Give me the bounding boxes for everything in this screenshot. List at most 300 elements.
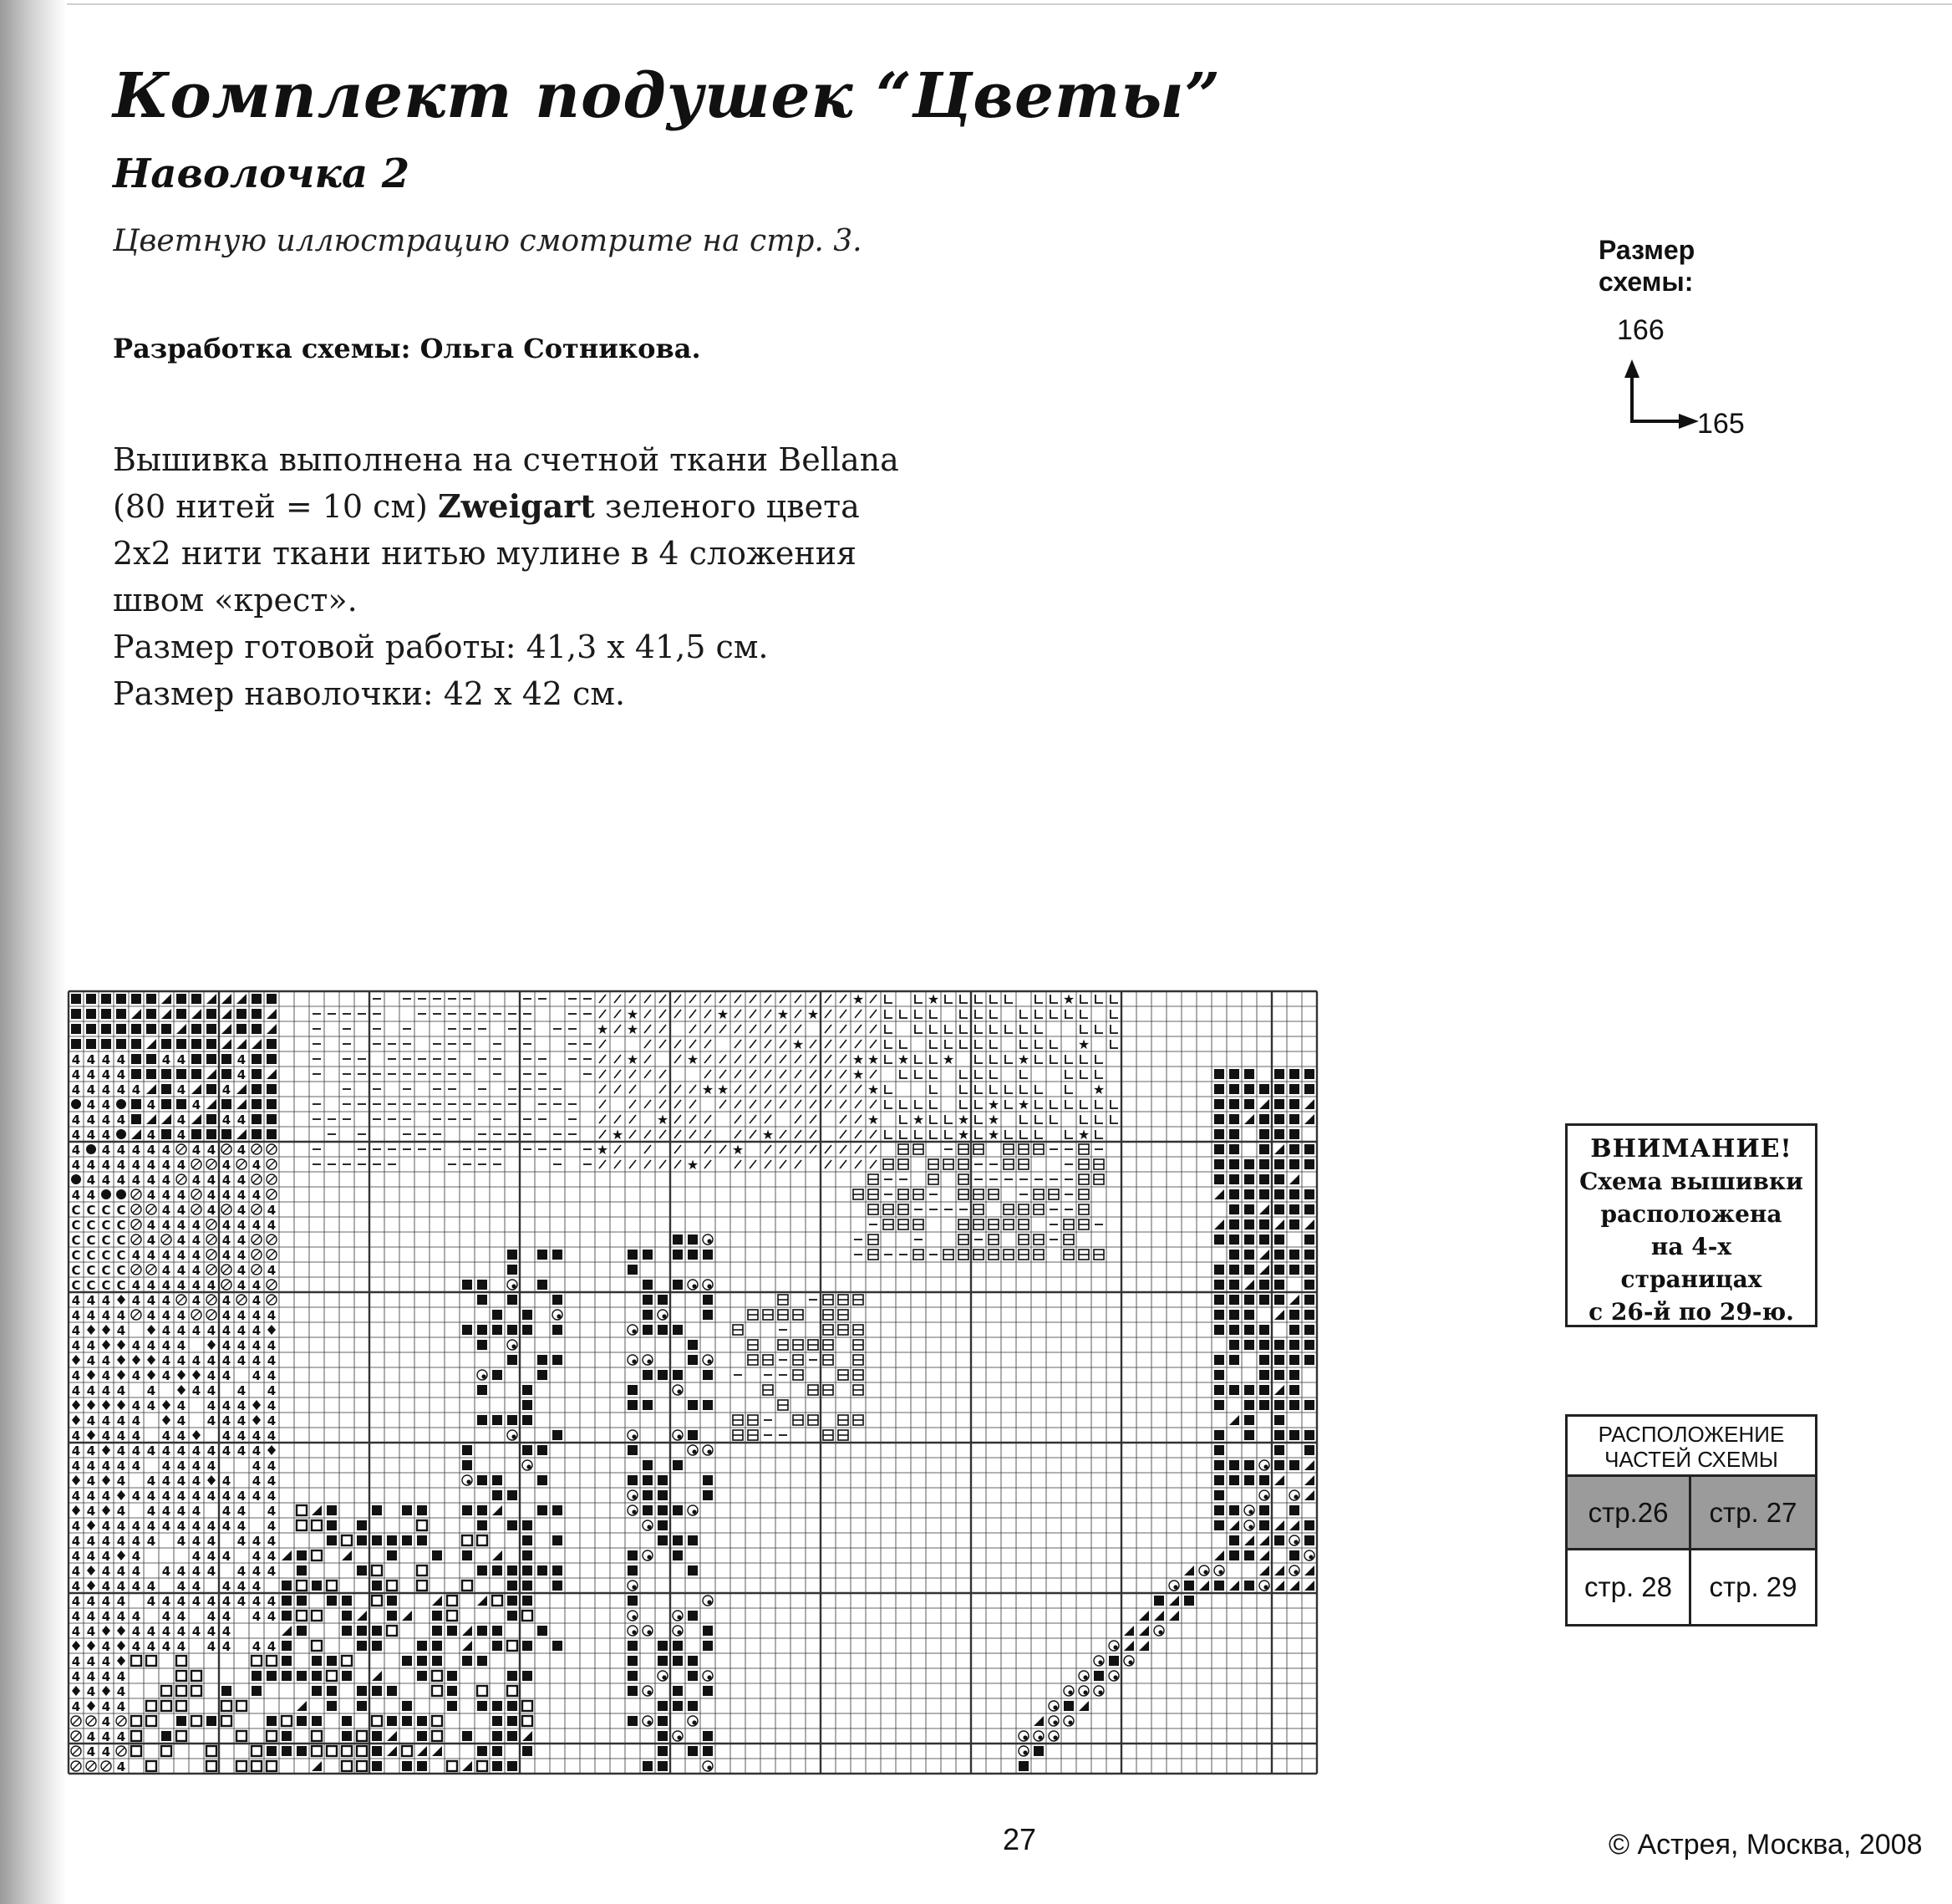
- stitch-symbol: C: [86, 1248, 96, 1263]
- stitch-symbol: 4: [71, 1654, 81, 1669]
- stitch-symbol: C: [71, 1263, 81, 1278]
- stitch-symbol: [432, 1716, 442, 1726]
- stitch-symbol: [1274, 1415, 1284, 1425]
- stitch-symbol: [1128, 1660, 1132, 1664]
- stitch-symbol: [1035, 1085, 1043, 1093]
- stitch-symbol: [252, 1084, 262, 1094]
- stitch-symbol: [840, 1100, 846, 1108]
- stitch-symbol: [342, 1626, 352, 1636]
- stitch-symbol: [658, 1475, 668, 1485]
- stitch-symbol: 4: [71, 1534, 81, 1549]
- stitch-symbol: C: [101, 1218, 111, 1233]
- stitch-symbol: [148, 1266, 155, 1273]
- stitch-symbol: [628, 1550, 638, 1560]
- stitch-symbol: [1244, 1084, 1254, 1094]
- stitch-symbol: [492, 1626, 502, 1636]
- stitch-symbol: [1229, 1265, 1239, 1275]
- stitch-symbol: [915, 1070, 923, 1078]
- stitch-symbol: [960, 1025, 968, 1033]
- stitch-symbol: 4: [236, 1398, 247, 1413]
- stitch-symbol: [297, 1746, 307, 1756]
- stitch-symbol: [1184, 1565, 1194, 1576]
- stitch-symbol: 4: [71, 1052, 81, 1067]
- stitch-symbol: [750, 1100, 756, 1108]
- stitch-symbol: [707, 1449, 711, 1453]
- stitch-symbol: [1050, 1010, 1058, 1018]
- stitch-symbol: [206, 1054, 216, 1064]
- stitch-symbol: [825, 1055, 831, 1063]
- attention-line: Схема вышивки: [1579, 1168, 1803, 1195]
- stitch-symbol: [507, 1565, 517, 1576]
- stitch-symbol: [632, 1615, 636, 1619]
- stitch-symbol: 4: [191, 1218, 201, 1233]
- stitch-symbol: [282, 1611, 292, 1621]
- stitch-symbol: 4: [191, 1173, 201, 1188]
- stitch-symbol: [673, 1430, 683, 1440]
- stitch-symbol: [855, 1085, 862, 1093]
- stitch-symbol: [870, 1160, 877, 1168]
- stitch-symbol: 4: [116, 1443, 126, 1459]
- stitch-symbol: [658, 1656, 668, 1666]
- stitch-symbol: 4: [86, 1443, 96, 1459]
- stitch-symbol: ★: [957, 1127, 970, 1143]
- stitch-symbol: [1263, 1585, 1268, 1589]
- stitch-symbol: 4: [86, 1188, 96, 1203]
- stitch-symbol: [312, 1731, 322, 1741]
- stitch-symbol: [462, 1475, 472, 1485]
- stitch-symbol: [1289, 1069, 1299, 1079]
- stitch-symbol: [206, 994, 216, 1004]
- stitch-symbol: 4: [221, 1624, 231, 1639]
- stitch-symbol: [147, 1370, 155, 1380]
- stitch-symbol: [673, 1611, 683, 1621]
- stitch-symbol: C: [116, 1263, 126, 1278]
- stitch-symbol: [492, 1325, 502, 1335]
- stitch-symbol: ★: [686, 1051, 699, 1067]
- stitch-symbol: C: [86, 1278, 96, 1293]
- stitch-symbol: [191, 1686, 201, 1696]
- stitch-symbol: [644, 1160, 651, 1168]
- stitch-symbol: [312, 1550, 322, 1560]
- stitch-symbol: 4: [101, 1067, 111, 1082]
- stitch-symbol: [810, 1100, 816, 1108]
- stitch-symbol: [643, 1295, 653, 1305]
- stitch-symbol: [507, 1641, 517, 1651]
- stitch-symbol: [658, 1535, 668, 1545]
- stitch-symbol: 4: [267, 1639, 277, 1654]
- stitch-symbol: [267, 1746, 277, 1756]
- stitch-symbol: [643, 1686, 653, 1696]
- stitch-symbol: [387, 1596, 397, 1606]
- stitch-symbol: [692, 1284, 696, 1288]
- stitch-symbol: [102, 1445, 110, 1455]
- stitch-symbol: [206, 1716, 216, 1726]
- stitch-symbol: [297, 1505, 307, 1515]
- stitch-symbol: [1289, 1219, 1299, 1229]
- stitch-symbol: [102, 1340, 110, 1350]
- stitch-symbol: [674, 1145, 681, 1153]
- stitch-symbol: 4: [86, 1052, 96, 1067]
- stitch-symbol: [236, 1129, 247, 1139]
- stitch-symbol: ★: [851, 991, 865, 1007]
- stitch-symbol: 4: [146, 1278, 156, 1293]
- stitch-symbol: [643, 1505, 653, 1515]
- stitch-symbol: [462, 1445, 472, 1455]
- stitch-symbol: 4: [191, 1459, 201, 1474]
- stitch-symbol: C: [71, 1248, 81, 1263]
- stitch-symbol: [312, 1656, 322, 1666]
- stitch-symbol: 4: [176, 1323, 186, 1338]
- stitch-symbol: [1229, 1520, 1239, 1530]
- stitch-symbol: 4: [71, 1624, 81, 1639]
- stitch-symbol: [1229, 1219, 1239, 1229]
- stitch-symbol: [492, 1310, 502, 1320]
- stitch-symbol: [1005, 995, 1013, 1003]
- stitch-symbol: 4: [236, 1534, 247, 1549]
- stitch-symbol: 4: [116, 1609, 126, 1624]
- stitch-symbol: 4: [86, 1729, 96, 1744]
- stitch-symbol: 4: [176, 1624, 186, 1639]
- stitch-symbol: [780, 1085, 786, 1093]
- stitch-symbol: [1229, 1084, 1239, 1094]
- stitch-symbol: [1274, 1265, 1284, 1275]
- stitch-symbol: 4: [101, 1534, 111, 1549]
- stitch-symbol: [102, 1626, 110, 1636]
- stitch-symbol: [1080, 1115, 1088, 1123]
- stitch-symbol: [116, 1024, 126, 1034]
- stitch-symbol: [1289, 1520, 1299, 1530]
- stitch-symbol: [643, 1370, 653, 1380]
- stitch-symbol: [1229, 1099, 1239, 1109]
- stitch-symbol: [372, 1581, 382, 1591]
- stitch-symbol: [628, 1250, 638, 1260]
- stitch-symbol: [673, 1235, 683, 1245]
- stitch-symbol: [643, 1250, 653, 1260]
- stitch-symbol: [432, 1731, 442, 1741]
- stitch-symbol: [1259, 1505, 1269, 1515]
- stitch-symbol: [161, 1731, 171, 1741]
- stitch-symbol: [915, 1025, 923, 1033]
- stitch-symbol: [632, 1630, 636, 1634]
- stitch-symbol: [507, 1520, 517, 1530]
- stitch-symbol: [537, 1280, 547, 1290]
- stitch-symbol: [1244, 1550, 1254, 1560]
- stitch-symbol: [1229, 1144, 1239, 1154]
- stitch-symbol: [658, 1641, 668, 1651]
- stitch-symbol: [1214, 1114, 1224, 1124]
- stitch-symbol: [1304, 1490, 1314, 1500]
- stitch-symbol: [537, 1475, 547, 1485]
- stitch-symbol: 4: [206, 1459, 216, 1474]
- stitch-symbol: [647, 1555, 651, 1559]
- stitch-symbol: [221, 1716, 231, 1726]
- stitch-symbol: 4: [206, 1564, 216, 1579]
- stitch-symbol: 4: [176, 1278, 186, 1293]
- stitch-symbol: [537, 1370, 547, 1380]
- stitch-symbol: [1274, 1219, 1284, 1229]
- stitch-symbol: [492, 1761, 502, 1771]
- stitch-symbol: [223, 1146, 230, 1153]
- stitch-symbol: [342, 1535, 352, 1545]
- stitch-symbol: [1139, 1626, 1149, 1636]
- stitch-symbol: 4: [131, 1549, 141, 1564]
- stitch-symbol: [131, 1039, 141, 1049]
- stitch-symbol: [704, 1025, 711, 1033]
- stitch-symbol: [117, 1550, 125, 1560]
- stitch-symbol: [1274, 1099, 1284, 1109]
- stitch-symbol: [643, 1355, 653, 1365]
- stitch-symbol: 4: [176, 1564, 186, 1579]
- stitch-symbol: 4: [191, 1248, 201, 1263]
- stitch-symbol: [1065, 1085, 1073, 1093]
- stitch-symbol: 4: [206, 1143, 216, 1158]
- stitch-symbol: 4: [161, 1443, 171, 1459]
- stitch-symbol: [101, 1039, 111, 1049]
- stitch-symbol: [507, 1265, 517, 1275]
- stitch-symbol: [117, 1370, 125, 1380]
- stitch-symbol: 4: [161, 1308, 171, 1323]
- stitch-symbol: 4: [252, 1158, 262, 1173]
- stitch-symbol: [1065, 1130, 1073, 1138]
- stitch-symbol: [372, 1686, 382, 1696]
- stitch-symbol: [704, 1070, 711, 1078]
- stitch-symbol: [236, 1701, 247, 1711]
- stitch-symbol: [206, 1039, 216, 1049]
- stitch-symbol: [522, 1716, 532, 1726]
- stitch-symbol: [72, 1686, 80, 1696]
- stitch-symbol: [191, 1716, 201, 1726]
- stitch-symbol: [1274, 1400, 1284, 1410]
- stitch-symbol: [131, 1731, 141, 1741]
- stitch-symbol: [176, 1671, 186, 1681]
- stitch-symbol: [312, 1581, 322, 1591]
- stitch-symbol: [402, 1535, 412, 1545]
- stitch-symbol: [387, 1550, 397, 1560]
- stitch-symbol: 4: [161, 1293, 171, 1308]
- stitch-symbol: ★: [626, 1006, 639, 1022]
- stitch-symbol: 4: [176, 1188, 186, 1203]
- stitch-symbol: [477, 1686, 487, 1696]
- stitch-symbol: [477, 1340, 487, 1350]
- stitch-symbol: [659, 1010, 666, 1018]
- stitch-symbol: [1020, 1010, 1028, 1018]
- stitch-symbol: [221, 1701, 231, 1711]
- stitch-symbol: [402, 1505, 412, 1515]
- stitch-symbol: [688, 1340, 698, 1350]
- stitch-symbol: [735, 1025, 741, 1033]
- stitch-symbol: [1259, 1581, 1269, 1591]
- stitch-symbol: [855, 1115, 862, 1123]
- stitch-symbol: [327, 1746, 337, 1756]
- stitch-symbol: ★: [851, 1067, 865, 1082]
- stitch-symbol: [628, 1505, 638, 1515]
- stitch-symbol: [1173, 1585, 1177, 1589]
- stitch-symbol: [1109, 1671, 1119, 1681]
- stitch-symbol: [780, 1025, 786, 1033]
- stitch-symbol: [267, 1445, 276, 1455]
- stitch-symbol: [477, 1596, 487, 1606]
- stitch-symbol: 4: [252, 1579, 262, 1594]
- stitch-symbol: [915, 1010, 923, 1018]
- stitch-symbol: [387, 1686, 397, 1696]
- stitch-symbol: [1068, 1720, 1072, 1724]
- stitch-symbol: [1244, 1174, 1254, 1184]
- stitch-symbol: [689, 1040, 696, 1048]
- stitch-symbol: 4: [161, 1564, 171, 1579]
- stitch-symbol: [1094, 1686, 1104, 1696]
- stitch-symbol: [840, 1145, 846, 1153]
- stitch-symbol: ★: [912, 1112, 925, 1128]
- stitch-symbol: [704, 1160, 711, 1168]
- stitch-symbol: [707, 1600, 711, 1604]
- stitch-symbol: [1304, 1535, 1314, 1545]
- stitch-symbol: [719, 1055, 726, 1063]
- stitch-symbol: [1050, 1055, 1058, 1063]
- stitch-symbol: 4: [71, 1368, 81, 1383]
- stitch-symbol: [432, 1641, 442, 1651]
- stitch-symbol: [1244, 1340, 1254, 1350]
- stitch-symbol: [795, 1055, 801, 1063]
- stitch-symbol: [688, 1235, 698, 1245]
- stitch-symbol: [87, 1641, 95, 1651]
- stitch-symbol: [176, 1731, 186, 1741]
- stitch-symbol: [193, 1161, 200, 1168]
- stitch-symbol: ★: [701, 1082, 714, 1097]
- stitch-symbol: [267, 1099, 277, 1109]
- stitch-symbol: 4: [252, 1443, 262, 1459]
- stitch-symbol: [1259, 1114, 1269, 1124]
- stitch-symbol: [221, 1054, 231, 1064]
- stitch-symbol: [780, 1130, 786, 1138]
- stitch-symbol: 4: [252, 1353, 262, 1368]
- stitch-symbol: 4: [86, 1744, 96, 1759]
- stitch-symbol: [252, 1415, 261, 1425]
- stitch-symbol: [628, 1430, 638, 1440]
- stitch-symbol: [522, 1671, 532, 1681]
- stitch-symbol: 4: [236, 1564, 247, 1579]
- stitch-symbol: [552, 1325, 562, 1335]
- stitch-symbol: 4: [131, 1413, 141, 1428]
- stitch-symbol: [1214, 1490, 1224, 1500]
- stitch-symbol: 4: [161, 1203, 171, 1218]
- stitch-symbol: [628, 1596, 638, 1606]
- stitch-symbol: [930, 1040, 938, 1048]
- stitch-symbol: [161, 1701, 171, 1711]
- stitch-symbol: 4: [146, 1594, 156, 1609]
- stitch-symbol: 4: [131, 1443, 141, 1459]
- stitch-symbol: [511, 1344, 516, 1348]
- stitch-symbol: [372, 1641, 382, 1651]
- stitch-symbol: [614, 1160, 621, 1168]
- stitch-symbol: [116, 1099, 126, 1109]
- stitch-symbol: [643, 1490, 653, 1500]
- stitch-symbol: [1214, 1144, 1224, 1154]
- stitch-symbol: 4: [267, 1489, 277, 1504]
- stitch-symbol: [507, 1415, 517, 1425]
- stitch-symbol: [719, 1100, 726, 1108]
- stitch-symbol: 4: [267, 1534, 277, 1549]
- stitch-symbol: [1080, 1025, 1088, 1033]
- stitch-symbol: 4: [191, 1474, 201, 1489]
- stitch-symbol: 4: [267, 1609, 277, 1624]
- stitch-symbol: 4: [86, 1609, 96, 1624]
- stitch-symbol: [1111, 1115, 1118, 1123]
- stitch-symbol: [1304, 1235, 1314, 1245]
- stitch-symbol: [87, 1581, 95, 1591]
- stitch-symbol: [507, 1430, 517, 1440]
- stitch-symbol: [342, 1731, 352, 1741]
- stitch-symbol: [102, 1325, 110, 1335]
- stitch-symbol: [387, 1731, 397, 1741]
- stitch-symbol: ★: [776, 1006, 790, 1022]
- stitch-symbol: [1244, 1250, 1254, 1260]
- stitch-symbol: [131, 1009, 141, 1019]
- stitch-symbol: 4: [191, 1624, 201, 1639]
- stitch-symbol: ★: [716, 1082, 729, 1097]
- stitch-symbol: [71, 1099, 81, 1109]
- stitch-symbol: 4: [71, 1112, 81, 1128]
- stitch-symbol: [342, 1671, 352, 1681]
- stitch-symbol: [840, 1055, 846, 1063]
- stitch-symbol: [131, 1129, 141, 1139]
- stitch-symbol: [102, 1400, 110, 1410]
- stitch-symbol: 4: [267, 1594, 277, 1609]
- stitch-symbol: [1229, 1325, 1239, 1335]
- stitch-symbol: 4: [191, 1504, 201, 1519]
- stitch-symbol: [1259, 1174, 1269, 1184]
- stitch-symbol: [1124, 1626, 1134, 1636]
- stitch-symbol: ★: [806, 1006, 820, 1022]
- stitch-symbol: [1274, 1159, 1284, 1169]
- stitch-symbol: [146, 1716, 156, 1726]
- layout-heading-line: ЧАСТЕЙ СХЕМЫ: [1604, 1447, 1778, 1472]
- stitch-symbol: [1214, 1385, 1224, 1395]
- stitch-symbol: [628, 1626, 638, 1636]
- stitch-symbol: [477, 1535, 487, 1545]
- stitch-symbol: [387, 1581, 397, 1591]
- stitch-symbol: 4: [146, 1308, 156, 1323]
- stitch-symbol: [417, 1520, 427, 1530]
- stitch-symbol: [703, 1641, 713, 1651]
- stitch-symbol: [1289, 1490, 1299, 1500]
- stitch-symbol: 4: [206, 1609, 216, 1624]
- stitch-symbol: [161, 1084, 171, 1094]
- stitch-symbol: [327, 1535, 337, 1545]
- stitch-symbol: [176, 1656, 186, 1666]
- brand-name: Zweigart: [437, 487, 595, 525]
- attention-line: расположена: [1600, 1200, 1782, 1228]
- stitch-symbol: 4: [71, 1383, 81, 1398]
- stitch-symbol: [735, 1115, 741, 1123]
- stitch-symbol: [628, 1490, 638, 1500]
- stitch-symbol: [1049, 1731, 1059, 1741]
- stitch-symbol: [1259, 1460, 1269, 1470]
- description-line: Вышивка выполнена на счетной ткани Bellana: [113, 441, 899, 478]
- stitch-symbol: [477, 1746, 487, 1756]
- stitch-symbol: 4: [191, 1097, 201, 1112]
- stitch-symbol: [176, 1009, 186, 1019]
- stitch-symbol: 4: [116, 1413, 126, 1428]
- stitch-symbol: [71, 1024, 81, 1034]
- stitch-symbol: [117, 1295, 125, 1305]
- stitch-symbol: [1229, 1385, 1239, 1395]
- stitch-symbol: [1005, 1025, 1013, 1033]
- stitch-symbol: [1065, 1055, 1073, 1063]
- stitch-symbol: ★: [611, 1127, 624, 1143]
- stitch-symbol: [492, 1490, 502, 1500]
- stitch-symbol: [735, 1055, 741, 1063]
- stitch-symbol: [357, 1731, 367, 1741]
